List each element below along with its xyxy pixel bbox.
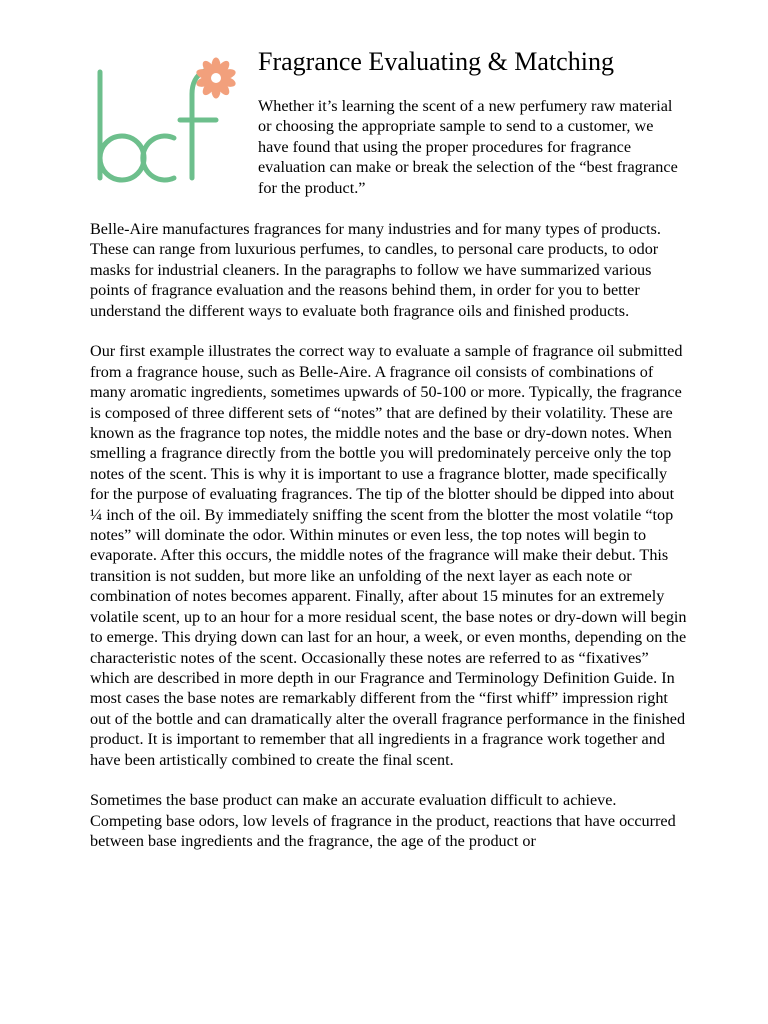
intro-paragraph: Whether it’s learning the scent of a new perfumery raw material or choosing the appropriate sample to send to a customer, we have found that using the proper procedures for fragrance evaluation can make or break the selection of the “best fragrance for the product.” bbox=[258, 97, 678, 197]
body-paragraph-2: Our first example illustrates the correct way to evaluate a sample of fragrance oil submitted from a fragrance house, such as Belle-Aire. A fragrance oil consists of combinations of many aromatic ingredients, sometimes upwards of 50-100 or more. Typically, the fragrance is composed of three different sets of “notes” that are defined by their volatility. These are known as the fragrance top notes, the middle notes and the base or dry-down notes. When smelling a fragrance directly from the bottle you will predominately perceive only the top notes of the scent. This is why it is important to use a fragrance blotter, made specifically for the purpose of evaluating fragrances. The tip of the blotter should be dipped into about ¼ inch of the oil. By immediately sniffing the scent from the blotter the most volatile “top notes” will dominate the odor. Within minutes or even less, the top notes will begin to evaporate. After this occurs, the middle notes of the fragrance will make their debut. This transition is not sudden, but more like an unfolding of the next layer as each note or combination of notes becomes apparent. Finally, after about 15 minutes for an extremely volatile scent, up to an hour for a more residual scent, the base notes or dry-down will begin to emerge. This drying down can last for an hour, a week, or even months, depending on the characteristic notes of the scent. Occasionally these notes are referred to as “fixatives” which are described in more depth in our Fragrance and Terminology Definition Guide. In most cases the base notes are remarkably different from the “first whiff” impression right out of the bottle and can dramatically alter the overall fragrance performance in the finished product. It is important to remember that all ingredients in a fragrance work together and have been artistically combined to create the final scent. bbox=[90, 342, 687, 769]
body-paragraph-1: Belle-Aire manufactures fragrances for many industries and for many types of products. These can range from luxurious perfumes, to candles, to personal care products, to odor masks for industrial cleaners. In the paragraphs to follow we have summarized various points of fragrance evaluation and the reasons behind them, in order for you to better understand the different ways to evaluate both fragrance oils and finished products. bbox=[90, 220, 661, 320]
document-body bbox=[90, 219, 690, 872]
document-title: Fragrance Evaluating & Matching bbox=[258, 47, 614, 76]
body-paragraph-3: Sometimes the base product can make an accurate evaluation difficult to achieve. Competing base odors, low levels of fragrance in the product, reactions that have occurred between base ingredients and the fragrance, the age of the product or bbox=[90, 791, 676, 851]
belle-aire-logo bbox=[88, 50, 248, 200]
flower-center bbox=[211, 73, 221, 83]
